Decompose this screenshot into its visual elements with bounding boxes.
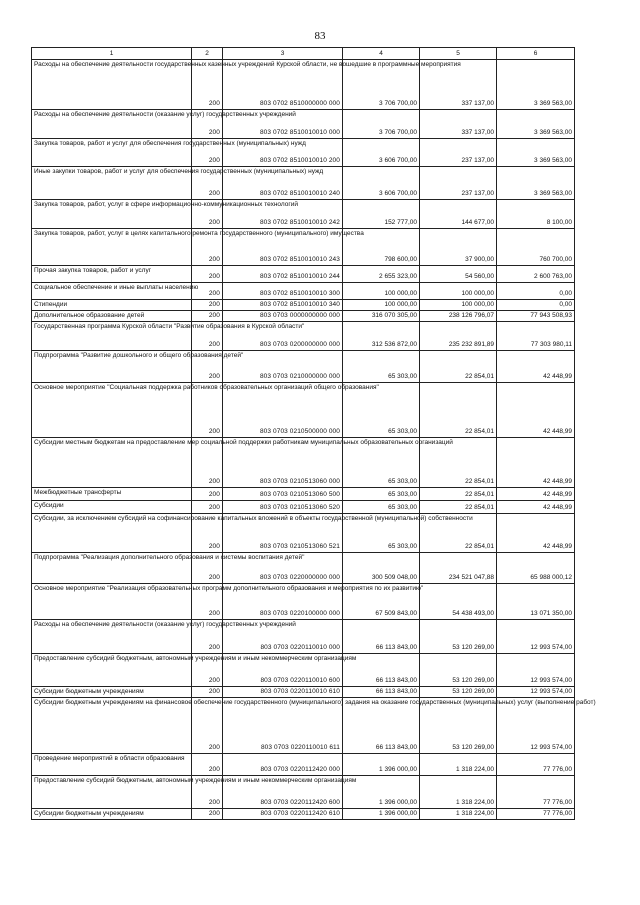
- row-unexecuted-amount-cell: 42 448,99: [497, 501, 575, 514]
- row-executed-amount-cell: 1 318 224,00: [420, 754, 497, 776]
- row-approved-amount-cell: 316 070 305,00: [343, 311, 420, 322]
- table-row: [32, 553, 575, 584]
- row-unexecuted-amount-cell: 77 943 508,93: [497, 311, 575, 322]
- row-unexecuted-amount-cell: 0,00: [497, 300, 575, 311]
- row-approved-amount-cell: 66 113 843,00: [343, 620, 420, 654]
- row-line-code-cell: 200: [192, 167, 223, 200]
- row-line-code-cell: 200: [192, 620, 223, 654]
- row-name-cell: Основное мероприятие "Реализация образовательных программ дополнительного образования и мероприятия по их развитию": [32, 584, 192, 620]
- row-executed-amount-cell: 53 120 269,00: [420, 698, 497, 754]
- row-name-cell: Субсидии: [32, 501, 192, 514]
- row-budget-code-cell: 803 0703 0210500000 000: [223, 383, 343, 438]
- table-row: [32, 229, 575, 266]
- row-approved-amount-cell: 300 509 048,00: [343, 553, 420, 584]
- table-row: [32, 654, 575, 687]
- table-header-row: [32, 48, 575, 60]
- row-budget-code-cell: 803 0703 0220110010 610: [223, 687, 343, 698]
- row-budget-code-cell: 803 0703 0220112420 000: [223, 754, 343, 776]
- row-approved-amount-cell: 100 000,00: [343, 283, 420, 300]
- row-unexecuted-amount-cell: 3 369 563,00: [497, 110, 575, 139]
- table-row: [32, 438, 575, 488]
- row-unexecuted-amount-cell: 42 448,99: [497, 383, 575, 438]
- row-line-code-cell: 200: [192, 322, 223, 351]
- row-executed-amount-cell: 53 120 269,00: [420, 620, 497, 654]
- row-name-cell: Межбюджетные трансферты: [32, 488, 192, 501]
- row-name-cell: Субсидии местным бюджетам на предоставление мер социальной поддержки работникам муниципальных образовательных организаций: [32, 438, 192, 488]
- table-row: [32, 620, 575, 654]
- row-budget-code-cell: 803 0703 0210000000 000: [223, 351, 343, 383]
- row-line-code-cell: 200: [192, 200, 223, 229]
- row-unexecuted-amount-cell: 42 448,99: [497, 351, 575, 383]
- row-unexecuted-amount-cell: 8 100,00: [497, 200, 575, 229]
- row-name-cell: Подпрограмма "Развитие дошкольного и общего образования детей": [32, 351, 192, 383]
- row-name-cell: Предоставление субсидий бюджетным, автономным учреждениям и иным некоммерческим организациям: [32, 776, 192, 809]
- row-line-code-cell: 200: [192, 139, 223, 167]
- row-line-code-cell: 200: [192, 383, 223, 438]
- row-unexecuted-amount-cell: 12 993 574,00: [497, 654, 575, 687]
- row-budget-code-cell: 803 0703 0210513060 500: [223, 488, 343, 501]
- table-row: [32, 200, 575, 229]
- table-row: [32, 383, 575, 438]
- row-unexecuted-amount-cell: 42 448,99: [497, 438, 575, 488]
- column-header: 5: [420, 48, 497, 60]
- row-line-code-cell: 200: [192, 754, 223, 776]
- row-name-cell: Субсидии бюджетным учреждениям на финансовое обеспечение государственного (муниципального) задания на оказание государственных (муниципальных) услуг (выполнение работ): [32, 698, 192, 754]
- table-row: [32, 687, 575, 698]
- row-unexecuted-amount-cell: 760 700,00: [497, 229, 575, 266]
- row-name-cell: Субсидии, за исключением субсидий на софинансирование капитальных вложений в объекты государственной (муниципальной) собственности: [32, 514, 192, 553]
- row-line-code-cell: 200: [192, 553, 223, 584]
- row-executed-amount-cell: 54 560,00: [420, 266, 497, 283]
- row-name-cell: Расходы на обеспечение деятельности (оказание услуг) государственных учреждений: [32, 110, 192, 139]
- row-budget-code-cell: 803 0702 8510010010 242: [223, 200, 343, 229]
- table-row: [32, 311, 575, 322]
- row-name-cell: Субсидии бюджетным учреждениям: [32, 809, 192, 820]
- table-row: [32, 584, 575, 620]
- row-executed-amount-cell: 37 900,00: [420, 229, 497, 266]
- row-name-cell: Подпрограмма "Реализация дополнительного образования и системы воспитания детей": [32, 553, 192, 584]
- table-row: [32, 300, 575, 311]
- row-budget-code-cell: 803 0703 0000000000 000: [223, 311, 343, 322]
- row-approved-amount-cell: 152 777,00: [343, 200, 420, 229]
- row-budget-code-cell: 803 0703 0210513060 520: [223, 501, 343, 514]
- row-budget-code-cell: 803 0703 0220112420 600: [223, 776, 343, 809]
- row-name-cell: Субсидии бюджетным учреждениям: [32, 687, 192, 698]
- table-row: [32, 698, 575, 754]
- row-line-code-cell: 200: [192, 229, 223, 266]
- column-header: 3: [223, 48, 343, 60]
- row-approved-amount-cell: 65 303,00: [343, 351, 420, 383]
- row-name-cell: Предоставление субсидий бюджетным, автономным учреждениям и иным некоммерческим организациям: [32, 654, 192, 687]
- row-executed-amount-cell: 235 232 891,89: [420, 322, 497, 351]
- row-line-code-cell: 200: [192, 110, 223, 139]
- table-row: [32, 488, 575, 501]
- column-header: 6: [497, 48, 575, 60]
- row-approved-amount-cell: 3 606 700,00: [343, 139, 420, 167]
- row-unexecuted-amount-cell: 13 071 350,00: [497, 584, 575, 620]
- row-budget-code-cell: 803 0703 0210513060 521: [223, 514, 343, 553]
- row-name-cell: Государственная программа Курской области "Развитие образования в Курской области": [32, 322, 192, 351]
- row-budget-code-cell: 803 0703 0210513060 000: [223, 438, 343, 488]
- row-approved-amount-cell: 3 706 700,00: [343, 110, 420, 139]
- row-executed-amount-cell: 22 854,01: [420, 438, 497, 488]
- row-executed-amount-cell: 22 854,01: [420, 488, 497, 501]
- row-budget-code-cell: 803 0702 8510010010 240: [223, 167, 343, 200]
- row-approved-amount-cell: 67 509 843,00: [343, 584, 420, 620]
- row-line-code-cell: 200: [192, 311, 223, 322]
- row-line-code-cell: 200: [192, 776, 223, 809]
- table-row: [32, 110, 575, 139]
- row-line-code-cell: 200: [192, 654, 223, 687]
- row-approved-amount-cell: 65 303,00: [343, 488, 420, 501]
- table-row: [32, 809, 575, 820]
- row-line-code-cell: 200: [192, 687, 223, 698]
- row-unexecuted-amount-cell: 77 776,00: [497, 809, 575, 820]
- row-unexecuted-amount-cell: 12 993 574,00: [497, 698, 575, 754]
- row-budget-code-cell: 803 0702 8510010010 244: [223, 266, 343, 283]
- row-name-cell: Расходы на обеспечение деятельности (оказание услуг) государственных учреждений: [32, 620, 192, 654]
- row-line-code-cell: 200: [192, 584, 223, 620]
- table-row: [32, 501, 575, 514]
- row-executed-amount-cell: 234 521 047,88: [420, 553, 497, 584]
- row-executed-amount-cell: 53 120 269,00: [420, 654, 497, 687]
- row-executed-amount-cell: 22 854,01: [420, 351, 497, 383]
- budget-table: [31, 47, 596, 820]
- row-line-code-cell: 200: [192, 438, 223, 488]
- row-unexecuted-amount-cell: 0,00: [497, 283, 575, 300]
- row-budget-code-cell: 803 0702 8510010010 200: [223, 139, 343, 167]
- row-unexecuted-amount-cell: 12 993 574,00: [497, 687, 575, 698]
- row-budget-code-cell: 803 0702 8510010010 000: [223, 110, 343, 139]
- row-approved-amount-cell: 3 606 700,00: [343, 167, 420, 200]
- row-name-cell: Стипендии: [32, 300, 192, 311]
- row-line-code-cell: 200: [192, 488, 223, 501]
- table-row: [32, 167, 575, 200]
- row-budget-code-cell: 803 0703 0220112420 610: [223, 809, 343, 820]
- row-approved-amount-cell: 100 000,00: [343, 300, 420, 311]
- table-row: [32, 60, 575, 110]
- row-approved-amount-cell: 2 655 323,00: [343, 266, 420, 283]
- row-approved-amount-cell: 1 396 000,00: [343, 754, 420, 776]
- row-budget-code-cell: 803 0702 8510010010 300: [223, 283, 343, 300]
- row-name-cell: Закупка товаров, работ и услуг для обеспечения государственных (муниципальных) нужд: [32, 139, 192, 167]
- row-approved-amount-cell: 65 303,00: [343, 383, 420, 438]
- table-row: [32, 283, 575, 300]
- row-budget-code-cell: 803 0703 0220110010 611: [223, 698, 343, 754]
- row-budget-code-cell: 803 0703 0200000000 000: [223, 322, 343, 351]
- row-line-code-cell: 200: [192, 351, 223, 383]
- row-unexecuted-amount-cell: 12 993 574,00: [497, 620, 575, 654]
- table-row: [32, 266, 575, 283]
- row-executed-amount-cell: 238 126 796,07: [420, 311, 497, 322]
- row-name-cell: Закупка товаров, работ, услуг в сфере информационно-коммуникационных технологий: [32, 200, 192, 229]
- row-name-cell: Основное мероприятие "Социальная поддержка работников образовательных организаций общего образования": [32, 383, 192, 438]
- row-executed-amount-cell: 100 000,00: [420, 300, 497, 311]
- row-approved-amount-cell: 66 113 843,00: [343, 687, 420, 698]
- row-executed-amount-cell: 54 438 493,00: [420, 584, 497, 620]
- row-budget-code-cell: 803 0702 8510000000 000: [223, 60, 343, 110]
- row-executed-amount-cell: 22 854,01: [420, 514, 497, 553]
- row-unexecuted-amount-cell: 77 776,00: [497, 776, 575, 809]
- column-header: 1: [32, 48, 192, 60]
- row-approved-amount-cell: 66 113 843,00: [343, 654, 420, 687]
- row-executed-amount-cell: 53 120 269,00: [420, 687, 497, 698]
- row-name-cell: Закупка товаров, работ, услуг в целях капитального ремонта государственного (муниципального) имущества: [32, 229, 192, 266]
- row-unexecuted-amount-cell: 77 303 980,11: [497, 322, 575, 351]
- row-approved-amount-cell: 65 303,00: [343, 438, 420, 488]
- row-approved-amount-cell: 65 303,00: [343, 501, 420, 514]
- row-name-cell: Дополнительное образование детей: [32, 311, 192, 322]
- row-name-cell: Иные закупки товаров, работ и услуг для обеспечения государственных (муниципальных) нужд: [32, 167, 192, 200]
- row-approved-amount-cell: 312 536 872,00: [343, 322, 420, 351]
- row-name-cell: Проведение мероприятий в области образования: [32, 754, 192, 776]
- row-executed-amount-cell: 1 318 224,00: [420, 809, 497, 820]
- row-budget-code-cell: 803 0703 0220110010 000: [223, 620, 343, 654]
- row-unexecuted-amount-cell: 42 448,99: [497, 488, 575, 501]
- row-approved-amount-cell: 798 600,00: [343, 229, 420, 266]
- row-approved-amount-cell: 65 303,00: [343, 514, 420, 553]
- row-unexecuted-amount-cell: 77 776,00: [497, 754, 575, 776]
- row-budget-code-cell: 803 0702 8510010010 340: [223, 300, 343, 311]
- row-line-code-cell: 200: [192, 501, 223, 514]
- row-line-code-cell: 200: [192, 698, 223, 754]
- table-row: [32, 351, 575, 383]
- row-line-code-cell: 200: [192, 60, 223, 110]
- row-executed-amount-cell: 337 137,00: [420, 60, 497, 110]
- table-row: [32, 776, 575, 809]
- row-approved-amount-cell: 66 113 843,00: [343, 698, 420, 754]
- row-unexecuted-amount-cell: 42 448,99: [497, 514, 575, 553]
- row-approved-amount-cell: 1 396 000,00: [343, 809, 420, 820]
- row-name-cell: Прочая закупка товаров, работ и услуг: [32, 266, 192, 283]
- row-name-cell: Расходы на обеспечение деятельности государственных казенных учреждений Курской области, не вошедшие в программные мероприятия: [32, 60, 192, 110]
- row-budget-code-cell: 803 0703 0220100000 000: [223, 584, 343, 620]
- row-executed-amount-cell: 237 137,00: [420, 167, 497, 200]
- row-executed-amount-cell: 100 000,00: [420, 283, 497, 300]
- table-row: [32, 754, 575, 776]
- row-line-code-cell: 200: [192, 283, 223, 300]
- row-name-cell: Социальное обеспечение и иные выплаты населению: [32, 283, 192, 300]
- row-budget-code-cell: 803 0703 0220000000 000: [223, 553, 343, 584]
- row-line-code-cell: 200: [192, 809, 223, 820]
- row-executed-amount-cell: 237 137,00: [420, 139, 497, 167]
- row-line-code-cell: 200: [192, 266, 223, 283]
- table-row: [32, 514, 575, 553]
- row-approved-amount-cell: 1 396 000,00: [343, 776, 420, 809]
- row-budget-code-cell: 803 0703 0220110010 600: [223, 654, 343, 687]
- row-unexecuted-amount-cell: 3 369 563,00: [497, 60, 575, 110]
- row-unexecuted-amount-cell: 2 600 763,00: [497, 266, 575, 283]
- column-header: 4: [343, 48, 420, 60]
- row-unexecuted-amount-cell: 3 369 563,00: [497, 139, 575, 167]
- row-approved-amount-cell: 3 706 700,00: [343, 60, 420, 110]
- row-executed-amount-cell: 22 854,01: [420, 501, 497, 514]
- row-unexecuted-amount-cell: 3 369 563,00: [497, 167, 575, 200]
- table-row: [32, 139, 575, 167]
- row-executed-amount-cell: 22 854,01: [420, 383, 497, 438]
- row-budget-code-cell: 803 0702 8510010010 243: [223, 229, 343, 266]
- row-executed-amount-cell: 337 137,00: [420, 110, 497, 139]
- page-number: 83: [314, 30, 326, 42]
- table-row: [32, 322, 575, 351]
- row-line-code-cell: 200: [192, 514, 223, 553]
- column-header: 2: [192, 48, 223, 60]
- row-executed-amount-cell: 144 677,00: [420, 200, 497, 229]
- row-unexecuted-amount-cell: 65 988 000,12: [497, 553, 575, 584]
- row-executed-amount-cell: 1 318 224,00: [420, 776, 497, 809]
- row-line-code-cell: 200: [192, 300, 223, 311]
